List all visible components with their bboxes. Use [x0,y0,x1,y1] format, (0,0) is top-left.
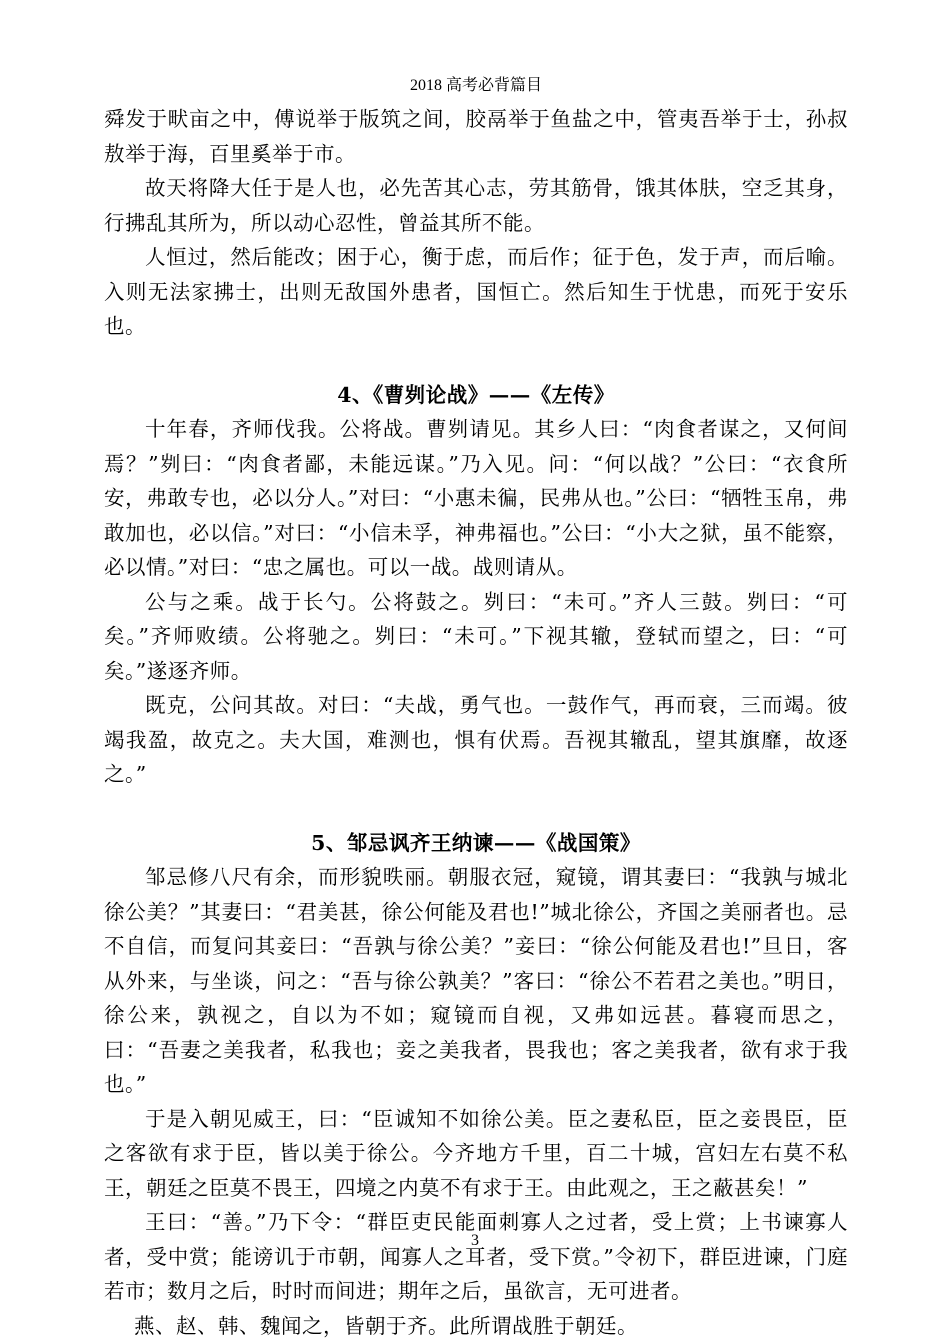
page-number: 3 [0,1232,950,1250]
paragraph: 舜发于畎亩之中，傅说举于版筑之间，胶鬲举于鱼盐之中，管夷吾举于士，孙叔敖举于海，百里奚举于市。 [104,102,848,171]
running-header: 2018 高考必背篇目 [104,74,848,102]
section-title: 5、邹忌讽齐王纳谏——《战国策》 [104,826,848,861]
section-previous-text [104,102,848,344]
section-cao-gui [104,378,848,792]
paragraph: 王曰：“善。”乃下令：“群臣吏民能面刺寡人之过者，受上赏；上书谏寡人者，受中赏；能谤讥于市朝，闻寡人之耳者，受下赏。”令初下，群臣进谏，门庭若市；数月之后，时时而间进；期年之后，虽欲言，无可进者。 [104,1205,848,1309]
paragraph: 人恒过，然后能改；困于心，衡于虑，而后作；征于色，发于声，而后喻。入则无法家拂士，出则无敌国外患者，国恒亡。然后知生于忧患，而死于安乐也。 [104,240,848,344]
paragraph: 十年春，齐师伐我。公将战。曹刿请见。其乡人曰：“肉食者谋之，又何间焉？”刿曰：“肉食者鄙，未能远谋。”乃入见。问：“何以战？”公曰：“衣食所安，弗敢专也，必以分人。”对曰：“小惠未徧，民弗从也。”公曰：“牺牲玉帛，弗敢加也，必以信。”对曰：“小信未孚，神弗福也。”公曰：“小大之狱，虽不能察，必以情。”对曰：“忠之属也。可以一战。战则请从。 [104,412,848,585]
paragraph: 公与之乘。战于长勺。公将鼓之。刿曰：“未可。”齐人三鼓。刿曰：“可矣。”齐师败绩。公将驰之。刿曰：“未可。”下视其辙，登轼而望之，曰：“可矣。”遂逐齐师。 [104,585,848,689]
document-page [104,74,848,1343]
paragraph: 于是入朝见威王，曰：“臣诚知不如徐公美。臣之妻私臣，臣之妾畏臣，臣之客欲有求于臣，皆以美于徐公。今齐地方千里，百二十城，宫妇左右莫不私王，朝廷之臣莫不畏王，四境之内莫不有求于王。由此观之，王之蔽甚矣！” [104,1102,848,1206]
section-zou-ji [104,826,848,1343]
paragraph: 故天将降大任于是人也，必先苦其心志，劳其筋骨，饿其体肤，空乏其身，行拂乱其所为，所以动心忍性，曾益其所不能。 [104,171,848,240]
section-title: 4、《曹刿论战》——《左传》 [104,378,848,413]
paragraph: 燕、赵、韩、魏闻之，皆朝于齐。此所谓战胜于朝廷。 [104,1309,848,1343]
paragraph: 邹忌修八尺有余，而形貌昳丽。朝服衣冠，窥镜，谓其妻曰：“我孰与城北徐公美？”其妻曰：“君美甚，徐公何能及君也!”城北徐公，齐国之美丽者也。忌不自信，而复问其妾曰：“吾孰与徐公美？”妾曰：“徐公何能及君也!”旦日，客从外来，与坐谈，问之：“吾与徐公孰美？”客曰：“徐公不若君之美也。”明日，徐公来，孰视之，自以为不如；窥镜而自视，又弗如远甚。暮寝而思之，曰：“吾妻之美我者，私我也；妾之美我者，畏我也；客之美我者，欲有求于我也。” [104,860,848,1102]
paragraph: 既克，公问其故。对曰：“夫战，勇气也。一鼓作气，再而衰，三而竭。彼竭我盈，故克之。夫大国，难测也，惧有伏焉。吾视其辙乱，望其旗靡，故逐之。” [104,688,848,792]
